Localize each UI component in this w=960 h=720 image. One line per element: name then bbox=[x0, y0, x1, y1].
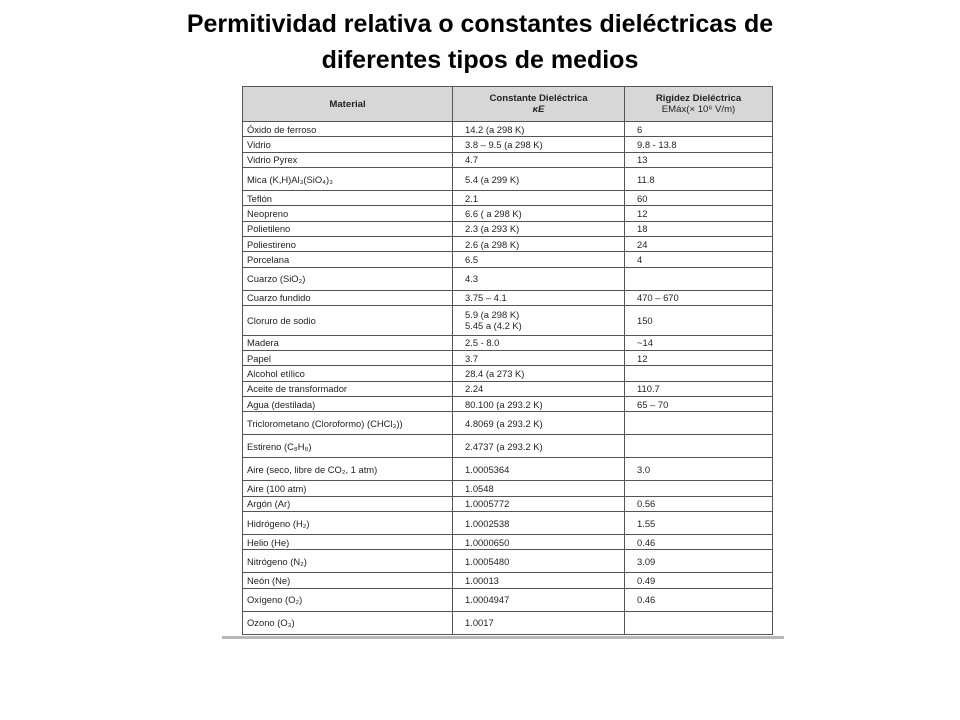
material-cell: Vidrio bbox=[243, 137, 453, 152]
dielectric-rigidity-cell: 18 bbox=[625, 221, 773, 236]
material-cell: Polietileno bbox=[243, 221, 453, 236]
constant-line-1: 5.9 (a 298 K) bbox=[465, 309, 520, 321]
table-row bbox=[243, 458, 773, 481]
page-title bbox=[60, 6, 900, 78]
dielectric-constant-cell: 2.5 - 8.0 bbox=[453, 335, 625, 350]
dielectric-rigidity-cell: 9.8 - 13.8 bbox=[625, 137, 773, 152]
material-cell: Mica (K,H)Al₃(SiO₄)₃ bbox=[243, 168, 453, 191]
material-cell: Aceite de transformador bbox=[243, 381, 453, 396]
dielectric-constant-cell: 2.4737 (a 293.2 K) bbox=[453, 435, 625, 458]
table-row bbox=[243, 535, 773, 550]
dielectric-rigidity-cell bbox=[625, 412, 773, 435]
material-cell: Óxido de ferroso bbox=[243, 122, 453, 137]
table-row bbox=[243, 267, 773, 290]
dielectric-rigidity-cell: 0.46 bbox=[625, 588, 773, 611]
material-cell: Neón (Ne) bbox=[243, 573, 453, 588]
dielectric-constant-cell: 1.0004947 bbox=[453, 588, 625, 611]
dielectric-rigidity-cell: ~14 bbox=[625, 335, 773, 350]
table-row bbox=[243, 137, 773, 152]
table-row bbox=[243, 350, 773, 365]
material-cell: Agua (destilada) bbox=[243, 396, 453, 411]
dielectric-constant-cell: 1.0005772 bbox=[453, 496, 625, 511]
table-row bbox=[243, 221, 773, 236]
material-cell: Papel bbox=[243, 350, 453, 365]
dielectric-constant-cell: 3.75 – 4.1 bbox=[453, 290, 625, 305]
table-row bbox=[243, 396, 773, 411]
dielectric-constant-cell: 80.100 (a 293.2 K) bbox=[453, 396, 625, 411]
dielectric-constant-cell: 1.0005364 bbox=[453, 458, 625, 481]
dielectric-constant-cell: 3.7 bbox=[453, 350, 625, 365]
material-cell: Teflón bbox=[243, 191, 453, 206]
table-row bbox=[243, 366, 773, 381]
table-row bbox=[243, 412, 773, 435]
dielectric-rigidity-cell: 3.09 bbox=[625, 550, 773, 573]
dielectric-constant-cell: 14.2 (a 298 K) bbox=[453, 122, 625, 137]
dielectric-constant-cell: 6.5 bbox=[453, 252, 625, 267]
dielectric-constant-cell: 5.4 (a 299 K) bbox=[453, 168, 625, 191]
dielectric-rigidity-cell: 11.8 bbox=[625, 168, 773, 191]
dielectric-constant-cell: 4.7 bbox=[453, 152, 625, 167]
material-cell: Ozono (O₃) bbox=[243, 611, 453, 634]
material-cell: Helio (He) bbox=[243, 535, 453, 550]
table-row bbox=[243, 550, 773, 573]
dielectric-constant-cell: 1.0002538 bbox=[453, 512, 625, 535]
dielectric-rigidity-cell: 12 bbox=[625, 206, 773, 221]
dielectric-constant-cell: 2.1 bbox=[453, 191, 625, 206]
table-row bbox=[243, 512, 773, 535]
header-dielectric-rigidity bbox=[625, 87, 773, 122]
material-cell: Oxígeno (O₂) bbox=[243, 588, 453, 611]
dielectric-rigidity-cell: 3.0 bbox=[625, 458, 773, 481]
dielectric-constant-cell: 1.0017 bbox=[453, 611, 625, 634]
dielectric-rigidity-cell: 13 bbox=[625, 152, 773, 167]
table-row bbox=[243, 252, 773, 267]
dielectric-rigidity-cell: 0.46 bbox=[625, 535, 773, 550]
dielectric-rigidity-cell: 150 bbox=[625, 306, 773, 335]
scan-edge-divider bbox=[222, 636, 784, 639]
dielectric-rigidity-cell bbox=[625, 481, 773, 496]
table-row bbox=[243, 588, 773, 611]
table-row bbox=[243, 237, 773, 252]
dielectric-rigidity-cell: 0.49 bbox=[625, 573, 773, 588]
dielectric-rigidity-cell: 60 bbox=[625, 191, 773, 206]
table-row bbox=[243, 122, 773, 137]
dielectric-constant-cell: 2.24 bbox=[453, 381, 625, 396]
material-cell: Aire (100 atm) bbox=[243, 481, 453, 496]
dielectric-rigidity-cell: 24 bbox=[625, 237, 773, 252]
dielectric-rigidity-cell bbox=[625, 267, 773, 290]
dielectric-constant-cell: 1.0005480 bbox=[453, 550, 625, 573]
material-cell: Alcohol etílico bbox=[243, 366, 453, 381]
dielectric-constant-cell: 1.0548 bbox=[453, 481, 625, 496]
material-cell: Estireno (C₈H₈) bbox=[243, 435, 453, 458]
dielectric-rigidity-cell bbox=[625, 435, 773, 458]
dielectric-constant-cell: 4.8069 (a 293.2 K) bbox=[453, 412, 625, 435]
dielectric-constant-cell: 1.0000650 bbox=[453, 535, 625, 550]
title-line-1: Permitividad relativa o constantes dieléctricas de bbox=[186, 10, 774, 38]
title-line-2: diferentes tipos de medios bbox=[321, 46, 639, 74]
table-row bbox=[243, 168, 773, 191]
dielectric-rigidity-cell bbox=[625, 366, 773, 381]
table-image bbox=[222, 82, 784, 640]
dielectric-rigidity-cell: 470 – 670 bbox=[625, 290, 773, 305]
material-cell: Poliestireno bbox=[243, 237, 453, 252]
table-row bbox=[243, 481, 773, 496]
dielectric-constant-cell: 28.4 (a 273 K) bbox=[453, 366, 625, 381]
table-row bbox=[243, 496, 773, 511]
material-cell: Neopreno bbox=[243, 206, 453, 221]
header-rigidity-unit: EMáx(× 10⁶ V/m) bbox=[661, 104, 736, 115]
table-row bbox=[243, 611, 773, 634]
material-cell: Hidrógeno (H₂) bbox=[243, 512, 453, 535]
table-row bbox=[243, 306, 773, 335]
dielectric-rigidity-cell: 110.7 bbox=[625, 381, 773, 396]
table-row bbox=[243, 152, 773, 167]
dielectric-rigidity-cell: 65 – 70 bbox=[625, 396, 773, 411]
material-cell: Madera bbox=[243, 335, 453, 350]
material-cell: Cloruro de sodio bbox=[243, 306, 453, 335]
dielectric-rigidity-cell: 4 bbox=[625, 252, 773, 267]
material-cell: Cuarzo fundido bbox=[243, 290, 453, 305]
table-body bbox=[243, 122, 773, 635]
dielectric-rigidity-cell bbox=[625, 611, 773, 634]
dielectric-table bbox=[242, 86, 773, 635]
dielectric-rigidity-cell: 0.56 bbox=[625, 496, 773, 511]
table-row bbox=[243, 573, 773, 588]
dielectric-constant-cell: 6.6 ( a 298 K) bbox=[453, 206, 625, 221]
material-cell: Vidrio Pyrex bbox=[243, 152, 453, 167]
material-cell: Nitrógeno (N₂) bbox=[243, 550, 453, 573]
header-dielectric-label: Constante Dieléctrica bbox=[489, 93, 588, 104]
table-row bbox=[243, 435, 773, 458]
dielectric-constant-cell: 3.8 – 9.5 (a 298 K) bbox=[453, 137, 625, 152]
table-header-row bbox=[243, 87, 773, 122]
material-cell: Argón (Ar) bbox=[243, 496, 453, 511]
dielectric-constant-cell: 4.3 bbox=[453, 267, 625, 290]
dielectric-constant-cell bbox=[453, 306, 625, 335]
table-row bbox=[243, 206, 773, 221]
header-dielectric-constant bbox=[453, 87, 625, 122]
material-cell: Cuarzo (SiO₂) bbox=[243, 267, 453, 290]
header-material: Material bbox=[243, 87, 453, 122]
material-cell: Porcelana bbox=[243, 252, 453, 267]
dielectric-constant-cell: 2.6 (a 298 K) bbox=[453, 237, 625, 252]
dielectric-rigidity-cell: 6 bbox=[625, 122, 773, 137]
table-row bbox=[243, 381, 773, 396]
dielectric-constant-cell: 1.00013 bbox=[453, 573, 625, 588]
material-cell: Triclorometano (Cloroformo) (CHCl₃)) bbox=[243, 412, 453, 435]
dielectric-rigidity-cell: 1.55 bbox=[625, 512, 773, 535]
dielectric-constant-cell: 2.3 (a 293 K) bbox=[453, 221, 625, 236]
header-rigidity-label: Rigidez Dieléctrica bbox=[655, 93, 742, 104]
constant-line-2: 5.45 a (4.2 K) bbox=[465, 320, 522, 332]
table-row bbox=[243, 290, 773, 305]
table-row bbox=[243, 191, 773, 206]
dielectric-rigidity-cell: 12 bbox=[625, 350, 773, 365]
material-cell: Aire (seco, libre de CO₂, 1 atm) bbox=[243, 458, 453, 481]
table-row bbox=[243, 335, 773, 350]
header-dielectric-symbol: κE bbox=[532, 104, 545, 115]
